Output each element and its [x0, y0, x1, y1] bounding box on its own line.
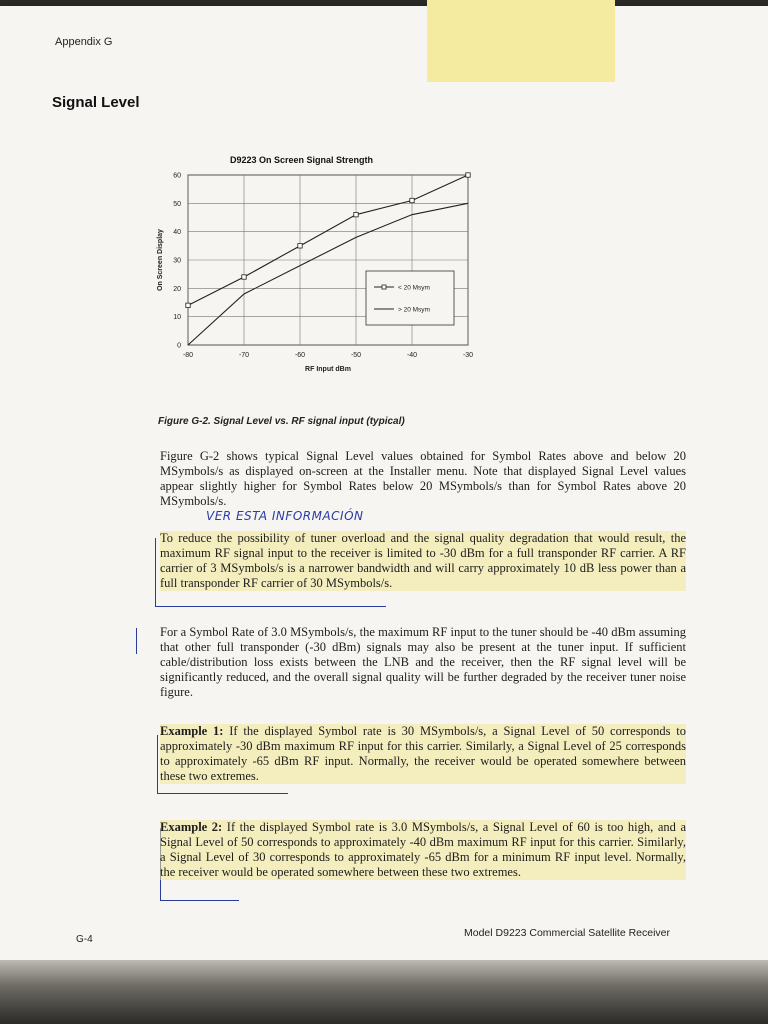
legend-box	[366, 271, 454, 325]
figure-caption: Figure G-2. Signal Level vs. RF signal input (typical)	[158, 416, 405, 427]
y-axis-label: On Screen Display	[157, 229, 164, 291]
legend-label: > 20 Msym	[398, 306, 430, 314]
example1-paragraph	[160, 724, 686, 784]
appendix-header: Appendix G	[55, 36, 113, 48]
y-tick-label: 0	[177, 342, 181, 350]
data-point	[354, 212, 358, 216]
overload-paragraph: To reduce the possibility of tuner overload and the signal quality degradation that would result, the maximum RF signal input to the receiver is limited to -30 dBm for a full transponder RF carrier. A RF carrier of 3 MSymbols/s is a narrower bandwidth and will carry approximately 10 dB less power than a full transponder RF carrier of 30 MSymbols/s.	[160, 531, 686, 590]
x-axis-label: RF Input dBm	[305, 366, 351, 373]
y-tick-label: 20	[173, 285, 181, 293]
example1-label: Example 1:	[160, 724, 224, 738]
data-point	[242, 275, 246, 279]
scan-edge	[0, 960, 768, 1024]
x-tick-label: -50	[350, 352, 362, 359]
data-point	[410, 198, 414, 202]
x-tick-label: -40	[406, 352, 418, 359]
data-point	[466, 173, 470, 177]
intro-paragraph: Figure G-2 shows typical Signal Level values obtained for Symbol Rates above and below 20 MSymbols/s as displayed on-screen at the Installer menu. Note that displayed Signal Level values appear slightly higher for Symbol Rates below 20 MSymbols/s than for Symbol Rates above 20 MSymbols/s.	[160, 449, 686, 508]
data-point	[186, 303, 190, 307]
chart-title: D9223 On Screen Signal Strength	[230, 155, 374, 165]
handwritten-note: VER ESTA INFORMACIÓN	[206, 509, 364, 523]
annotation-mark	[136, 628, 145, 654]
y-tick-label: 60	[173, 172, 181, 180]
example2-label: Example 2:	[160, 820, 223, 834]
legend-marker	[382, 285, 386, 289]
data-point	[298, 244, 302, 248]
y-tick-label: 30	[173, 257, 181, 265]
section-title: Signal Level	[52, 94, 140, 111]
example1-text: If the displayed Symbol rate is 30 MSymbols/s, a Signal Level of 50 corresponds to approximately -30 dBm maximum RF input for this carrier. Similarly, a Signal Level of 25 corresponds to approximately -65 dBm RF input. Normally, the receiver would be operated somewhere between these two extremes.	[160, 724, 686, 783]
symbol-rate-text: For a Symbol Rate of 3.0 MSymbols/s, the maximum RF input to the tuner should be -40 dBm assuming that other full transponder (-30 dBm) signals may also be present at the tuner input. If sufficient cable/distribution loss exists between the LNB and the receiver, then the RF signal level will be significantly reduced, and the overall signal quality will be further degraded by the receiver tuner noise figure.	[160, 625, 686, 699]
y-tick-label: 40	[173, 229, 181, 237]
x-tick-label: -60	[294, 352, 306, 359]
model-footer: Model D9223 Commercial Satellite Receiver	[464, 927, 671, 939]
y-tick-label: 10	[173, 314, 181, 322]
legend-label: < 20 Msym	[398, 284, 430, 292]
example2-paragraph	[160, 820, 686, 880]
example2-text: If the displayed Symbol rate is 3.0 MSymbols/s, a Signal Level of 60 is too high, and a Signal Level of 50 corresponds to approximately -40 dBm maximum RF input for this carrier. Similarly, a Signal Level of 30 corresponds to approximately -65 dBm for a minimum RF input level. Normally, the receiver would be operated somewhere between these two extremes.	[160, 820, 686, 879]
symbol-rate-paragraph	[160, 625, 686, 700]
signal-strength-chart	[148, 165, 488, 380]
x-tick-label: -70	[238, 352, 250, 359]
page-number: G-4	[76, 934, 93, 945]
y-tick-label: 50	[173, 200, 181, 208]
x-tick-label: -30	[462, 352, 474, 359]
sticky-note	[427, 0, 615, 82]
x-tick-label: -80	[182, 352, 194, 359]
